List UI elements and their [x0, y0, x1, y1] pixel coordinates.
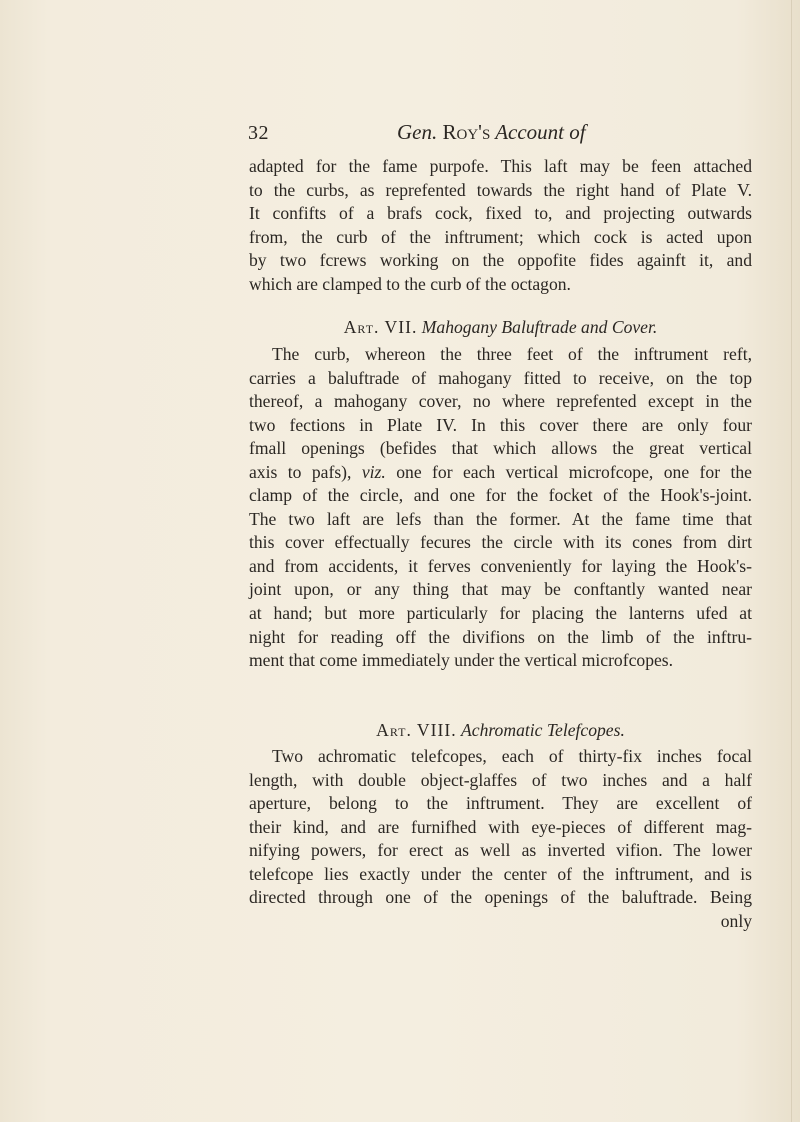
- article-8-title: Achromatic Telefcopes.: [461, 720, 625, 740]
- article-7-label: Art. VII.: [343, 317, 418, 337]
- text-line: this cover effectually fecures the circle with its cones from dirt: [249, 532, 752, 553]
- text-line: clamp of the circle, and one for the focket of the Hook's-joint.: [249, 485, 752, 506]
- text-line: aperture, belong to the inftrument. They are excellent of: [249, 793, 752, 814]
- text-line: joint upon, or any thing that may be conftantly wanted near: [249, 579, 752, 600]
- article-8-heading: [249, 720, 752, 741]
- text-line: directed through one of the openings of the baluftrade. Being: [249, 887, 752, 908]
- text-line: telefcope lies exactly under the center of the inftrument, and is: [249, 863, 752, 884]
- paragraph-2: [249, 343, 752, 673]
- running-head-roy: Roy's: [442, 120, 491, 144]
- viz-abbreviation: viz.: [361, 461, 386, 482]
- text-line: night for reading off the divifions on the limb of the inftru-: [249, 626, 752, 647]
- text-line: adapted for the fame purpofe. This laft may be feen attached: [249, 156, 752, 176]
- text-fragment: axis to pafs),: [249, 461, 352, 482]
- running-head: [397, 120, 586, 145]
- text-line: thereof, a mahogany cover, no where reprefented except in the: [249, 391, 752, 412]
- text-line: by two fcrews working on the oppofite fides againft it, and: [249, 250, 752, 271]
- text-line: to the curbs, as reprefented towards the right hand of Plate V.: [249, 179, 752, 200]
- paragraph-3: [249, 745, 752, 933]
- text-line: carries a baluftrade of mahogany fitted to receive, on the top: [249, 367, 752, 388]
- text-line: It confifts of a brafs cock, fixed to, and projecting outwards: [249, 203, 752, 224]
- text-line: The curb, whereon the three feet of the inftrument reft,: [272, 344, 752, 364]
- text-line: from, the curb of the inftrument; which cock is acted upon: [249, 226, 752, 247]
- text-line: two fections in Plate IV. In this cover there are only four: [249, 414, 752, 435]
- text-line: [249, 461, 752, 485]
- text-line: Two achromatic telefcopes, each of thirty-fix inches focal: [272, 746, 752, 766]
- article-7-title: Mahogany Baluftrade and Cover.: [421, 317, 658, 337]
- text-line: nifying powers, for erect as well as inverted vifion. The lower: [249, 840, 752, 861]
- text-line: ment that come immediately under the vertical microfcopes.: [249, 650, 674, 671]
- text-line: length, with double object-glaffes of two inches and a half: [249, 769, 752, 790]
- text-line: and from accidents, it ferves conveniently for laying the Hook's-: [249, 555, 752, 576]
- page-header: [248, 120, 748, 150]
- paragraph-1: [249, 155, 752, 296]
- running-head-gen: Gen.: [397, 120, 438, 144]
- article-7-heading: [249, 317, 752, 338]
- text-line: which are clamped to the curb of the octagon.: [249, 273, 571, 294]
- text-fragment: one for each vertical microfcope, one for the: [396, 461, 752, 482]
- running-head-account: Account of: [495, 120, 586, 144]
- text-line: fmall openings (befides that which allows the great vertical: [249, 438, 752, 459]
- article-8-label: Art. VIII.: [376, 720, 457, 740]
- page-edge: [791, 0, 792, 1122]
- text-line: The two laft are lefs than the former. At the fame time that: [249, 508, 752, 529]
- catchword: only: [720, 910, 752, 931]
- text-line: at hand; but more particularly for placing the lanterns ufed at: [249, 603, 752, 624]
- text-line: their kind, and are furnifhed with eye-pieces of different mag-: [249, 816, 752, 837]
- page-number: 32: [248, 122, 269, 144]
